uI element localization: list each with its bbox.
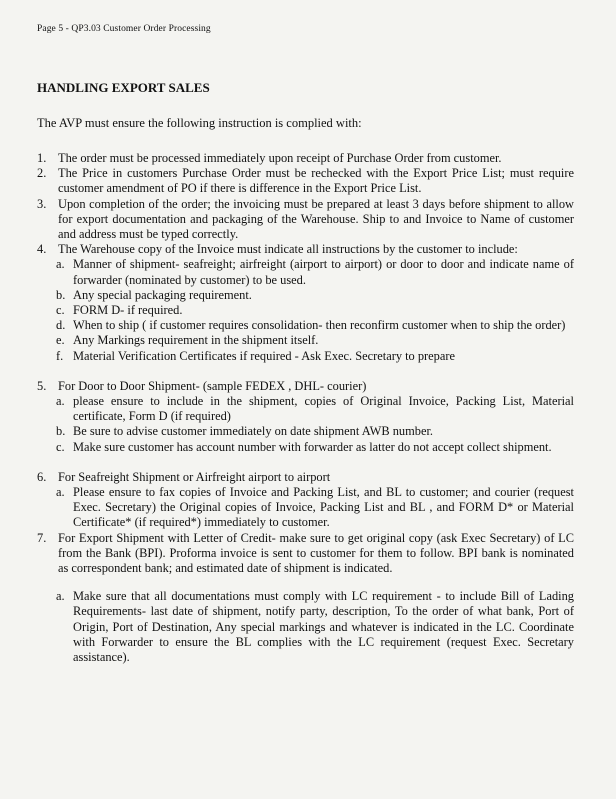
intro-text: The AVP must ensure the following instruction is complied with: <box>37 116 362 130</box>
item-text: The Price in customers Purchase Order must be rechecked with the Export Price List; must require customer amendment of PO if there is difference in the Export Price List. <box>58 166 574 196</box>
list-item <box>37 151 574 166</box>
list-item <box>37 531 574 577</box>
item-number: 5. <box>37 378 47 393</box>
instruction-list <box>37 151 574 665</box>
sub-list <box>56 589 574 665</box>
sub-list <box>56 257 574 363</box>
sub-text: Be sure to advise customer immediately on date shipment AWB number. <box>73 424 433 439</box>
item-text: For Seafreight Shipment or Airfreight airport to airport <box>58 469 331 484</box>
sub-item <box>56 288 574 303</box>
sub-item <box>56 424 574 439</box>
sub-letter: a. <box>56 257 65 272</box>
sub-item <box>56 485 574 531</box>
item-text: Upon completion of the order; the invoicing must be prepared at least 3 days before shipment to allow for export documentation and packaging of the Warehouse. Ship to and Invoice to Name of customer and address must be typed correctly. <box>58 196 574 242</box>
sub-letter: b. <box>56 424 66 439</box>
spacer <box>37 455 574 470</box>
sub-item <box>56 303 574 318</box>
sub-item <box>56 589 574 665</box>
sub-letter: b. <box>56 287 66 302</box>
sub-text: Material Verification Certificates if required - Ask Exec. Secretary to prepare <box>73 348 455 363</box>
item-text: The order must be processed immediately upon receipt of Purchase Order from customer. <box>58 151 502 165</box>
sub-item <box>56 440 574 455</box>
sub-text: Make sure customer has account number with forwarder as latter do not accept collect shipment. <box>73 439 552 454</box>
sub-list <box>56 485 574 531</box>
item-text: For Door to Door Shipment- (sample FEDEX , DHL- courier) <box>58 378 367 393</box>
sub-text: Please ensure to fax copies of Invoice and Packing List, and BL to customer; and courier (request Exec. Secretary) the Original copies of Invoice, Packing List and BL , and FORM D* or Material Certificate* (if required*) immediately to customer. <box>73 485 574 530</box>
sub-letter: f. <box>56 348 64 363</box>
item-number: 1. <box>37 151 47 165</box>
spacer <box>37 364 574 379</box>
item-number: 2. <box>37 166 47 181</box>
sub-text: When to ship ( if customer requires consolidation- then reconfirm customer when to ship the order) <box>73 318 566 333</box>
page-header: Page 5 - QP3.03 Customer Order Processing <box>37 24 211 34</box>
sub-letter: c. <box>56 303 65 318</box>
item-text: The Warehouse copy of the Invoice must indicate all instructions by the customer to include: <box>58 242 518 257</box>
sub-item <box>56 333 574 348</box>
sub-text: Any special packaging requirement. <box>73 287 252 302</box>
section-title: HANDLING EXPORT SALES <box>37 80 210 95</box>
sub-text: FORM D- if required. <box>73 303 183 318</box>
spacer <box>37 576 574 589</box>
sub-text: Any Markings requirement in the shipment itself. <box>73 333 319 348</box>
item-number: 6. <box>37 469 47 484</box>
sub-letter: c. <box>56 439 65 454</box>
sub-letter: a. <box>56 394 65 409</box>
list-item <box>37 166 574 196</box>
sub-item <box>56 349 574 364</box>
sub-list <box>56 394 574 455</box>
sub-letter: a. <box>56 485 65 500</box>
list-item <box>37 197 574 243</box>
sub-letter: a. <box>56 589 65 604</box>
sub-item <box>56 257 574 287</box>
list-item <box>37 379 574 394</box>
item-number: 7. <box>37 530 47 545</box>
item-number: 3. <box>37 196 47 211</box>
sub-item <box>56 318 574 333</box>
sub-text: please ensure to include in the shipment, copies of Original Invoice, Packing List, Material certificate, Form D (if required) <box>73 394 574 424</box>
list-item <box>37 470 574 485</box>
sub-text: Manner of shipment- seafreight; airfreight (airport to airport) or door to door and indicate name of forwarder (nominated by customer) to be used. <box>73 257 574 287</box>
sub-text: Make sure that all documentations must comply with LC requirement - to include Bill of Lading Requirements- last date of shipment, notify party, description, To the order of what bank, Port of Origin, Port of Destination, Any special markings and whatever is indicated in the LC. Coordinate with Forwarder to ensure the BL complies with the LC requirement (request Exec. Secretary assistance). <box>73 589 574 665</box>
item-text: For Export Shipment with Letter of Credit- make sure to get original copy (ask Exec Secretary) of LC from the Bank (BPI). Proforma invoice is sent to customer for them to follow. BPI bank is nominated as correspondent bank; and estimated date of shipment is indicated. <box>58 530 574 576</box>
list-item <box>37 242 574 257</box>
sub-letter: d. <box>56 318 66 333</box>
sub-item <box>56 394 574 424</box>
item-number: 4. <box>37 242 47 257</box>
sub-letter: e. <box>56 333 65 348</box>
